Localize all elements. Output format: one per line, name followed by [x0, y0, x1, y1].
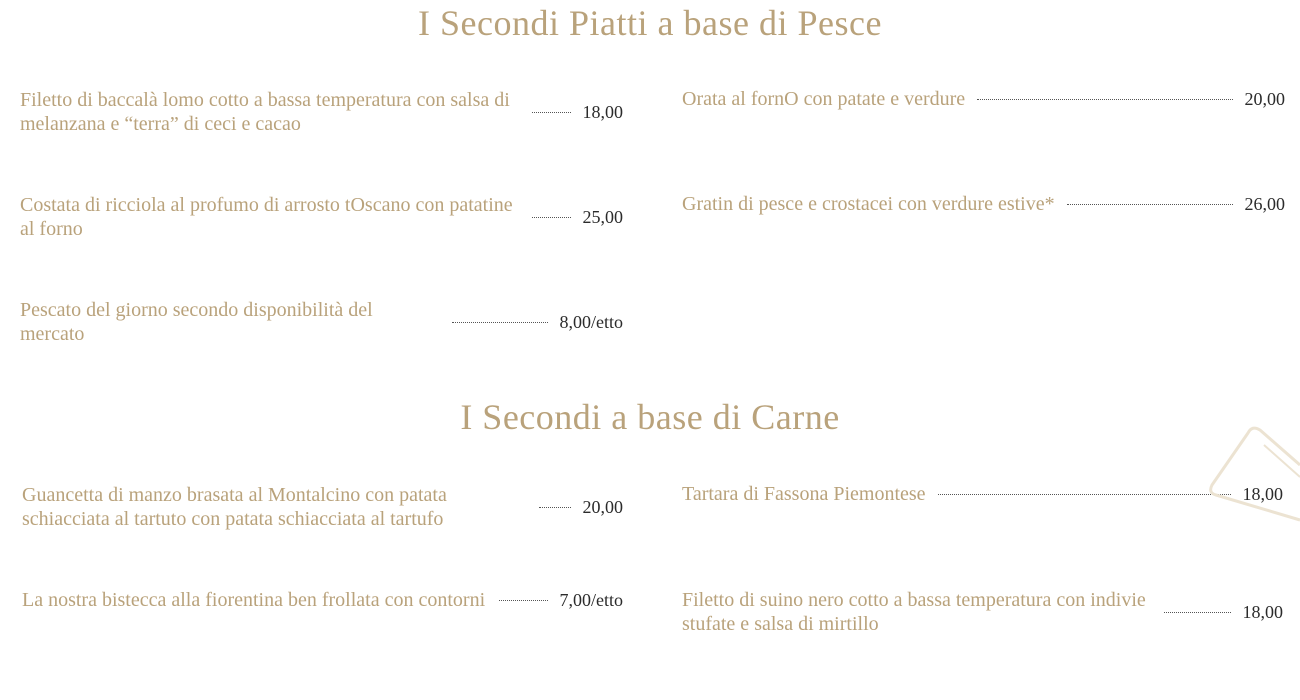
dish-price: 20,00: [582, 496, 623, 517]
leader-dots: [1164, 612, 1231, 613]
dish-name: Guancetta di manzo brasata al Montalcino con patata schiacciata al tartuto con patata schiacciata al tartufo: [22, 484, 447, 530]
dish-price: 18,00: [582, 101, 623, 122]
section-title-pesce: I Secondi Piatti a base di Pesce: [418, 3, 882, 43]
dish-name: Gratin di pesce e crostacei con verdure estive*: [682, 193, 1055, 215]
leader-dots: [977, 99, 1232, 100]
dish-name: Pescato del giorno secondo disponibilità del mercato: [20, 299, 373, 345]
dish-price: 25,00: [582, 206, 623, 227]
dish-price: 8,00/etto: [559, 311, 623, 332]
dish-item: [20, 88, 623, 136]
dish-item: [20, 298, 623, 346]
dish-item: [682, 588, 1283, 636]
decorative-outline-icon: [1190, 425, 1300, 535]
dish-name: Costata di ricciola al profumo di arrosto tOscano con patatine al forno: [20, 194, 513, 240]
dish-price: 26,00: [1244, 193, 1285, 214]
dish-name: Filetto di baccalà lomo cotto a bassa temperatura con salsa di melanzana e “terra” di ceci e cacao: [20, 89, 510, 135]
leader-dots: [1067, 204, 1233, 205]
leader-dots: [532, 112, 571, 113]
dish-price: 7,00/etto: [559, 589, 623, 610]
dish-name: Filetto di suino nero cotto a bassa temperatura con indivie stufate e salsa di mirtillo: [682, 589, 1146, 635]
section-title-carne: I Secondi a base di Carne: [460, 397, 840, 437]
dish-item: [20, 193, 623, 241]
dish-name: Orata al fornO con patate e verdure: [682, 88, 966, 110]
dish-price: 20,00: [1244, 88, 1285, 109]
leader-dots: [938, 494, 1231, 495]
leader-dots: [499, 600, 548, 601]
dish-name: La nostra bistecca alla fiorentina ben frollata con contorni: [22, 589, 486, 611]
leader-dots: [532, 217, 571, 218]
dish-item: [22, 588, 623, 612]
leader-dots: [452, 322, 548, 323]
leader-dots: [539, 507, 571, 508]
dish-price: 18,00: [1242, 483, 1283, 504]
dish-name: Tartara di Fassona Piemontese: [682, 483, 926, 505]
dish-price: 18,00: [1242, 601, 1283, 622]
dish-item: [682, 87, 1285, 111]
dish-item: [682, 192, 1285, 216]
dish-item: [22, 483, 623, 531]
